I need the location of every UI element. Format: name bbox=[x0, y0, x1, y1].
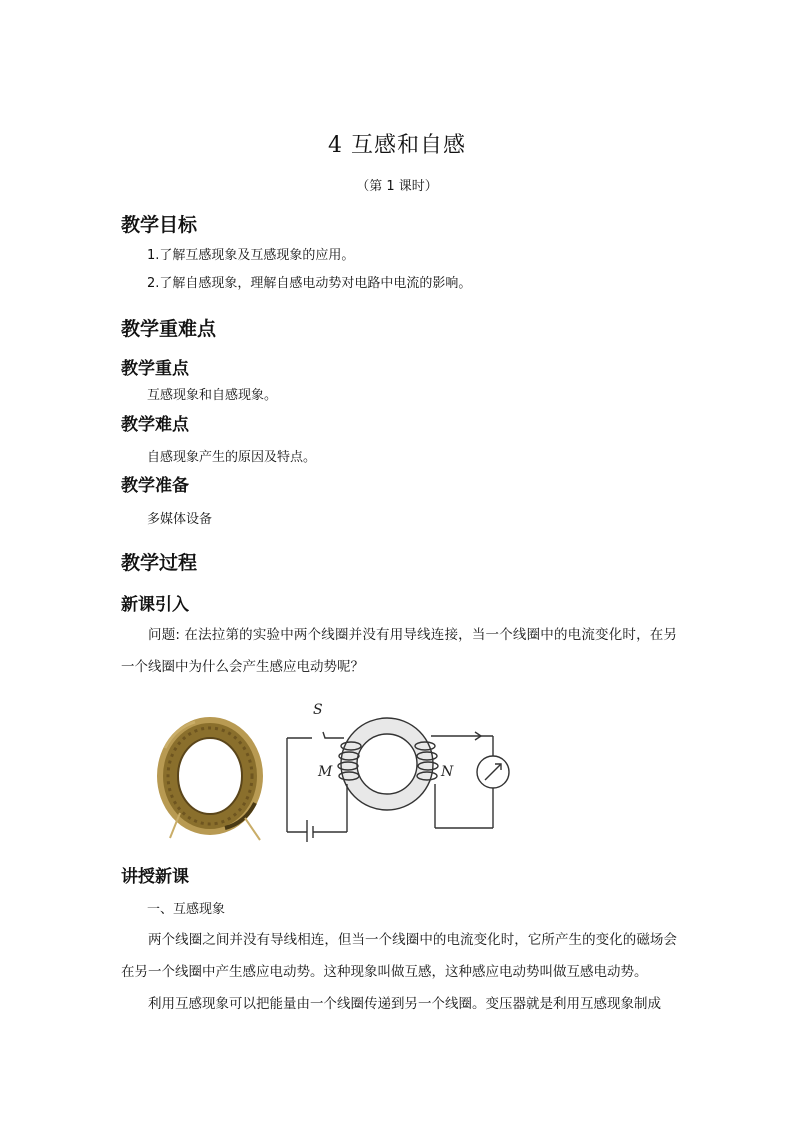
section1-paragraph-1: 两个线圈之间并没有导线相连，但当一个线圈中的电流变化时，它所产生的变化的磁场会在另一个线圈中产生感应电动势。这种现象叫做互感，这种感应电动势叫做互感电动势。 bbox=[121, 932, 677, 980]
section1-paragraph-2: 利用互感现象可以把能量由一个线圈传递到另一个线圈。变压器就是利用互感现象制成 bbox=[148, 996, 661, 1012]
mutual-induction-figure bbox=[155, 698, 515, 848]
preparation-text: 多媒体设备 bbox=[147, 512, 213, 527]
important-text: 互感现象和自感现象。 bbox=[147, 388, 278, 403]
intro-paragraph: 问题: 在法拉第的实验中两个线圈并没有用导线连接，当一个线圈中的电流变化时，在另一个线圈中为什么会产生感应电动势呢？ bbox=[121, 627, 677, 675]
difficult-text: 自感现象产生的原因及特点。 bbox=[147, 450, 317, 465]
preparation-heading: 教学准备 bbox=[121, 476, 189, 496]
keypoints-heading: 教学重难点 bbox=[121, 318, 217, 340]
difficult-heading: 教学难点 bbox=[121, 415, 189, 435]
coil-n-label: N bbox=[441, 764, 454, 780]
coil-m-label: M bbox=[318, 764, 333, 780]
page-subtitle: （第 1 课时） bbox=[356, 179, 438, 194]
switch-label: S bbox=[313, 702, 323, 718]
circuit-diagram bbox=[287, 718, 509, 842]
important-heading: 教学重点 bbox=[121, 359, 189, 379]
toroid-coil-photo bbox=[158, 718, 262, 840]
objectives-heading: 教学目标 bbox=[121, 214, 198, 236]
objective-item-1: 1.了解互感现象及互感现象的应用。 bbox=[147, 248, 355, 263]
objective-item-2: 2.了解自感现象，理解自感电动势对电路中电流的影响。 bbox=[147, 276, 472, 291]
process-heading: 教学过程 bbox=[121, 552, 198, 574]
page-title: 4 互感和自感 bbox=[328, 133, 466, 158]
section1-title: 一、互感现象 bbox=[147, 902, 226, 917]
lesson-heading: 讲授新课 bbox=[121, 867, 189, 887]
intro-heading: 新课引入 bbox=[121, 595, 189, 615]
